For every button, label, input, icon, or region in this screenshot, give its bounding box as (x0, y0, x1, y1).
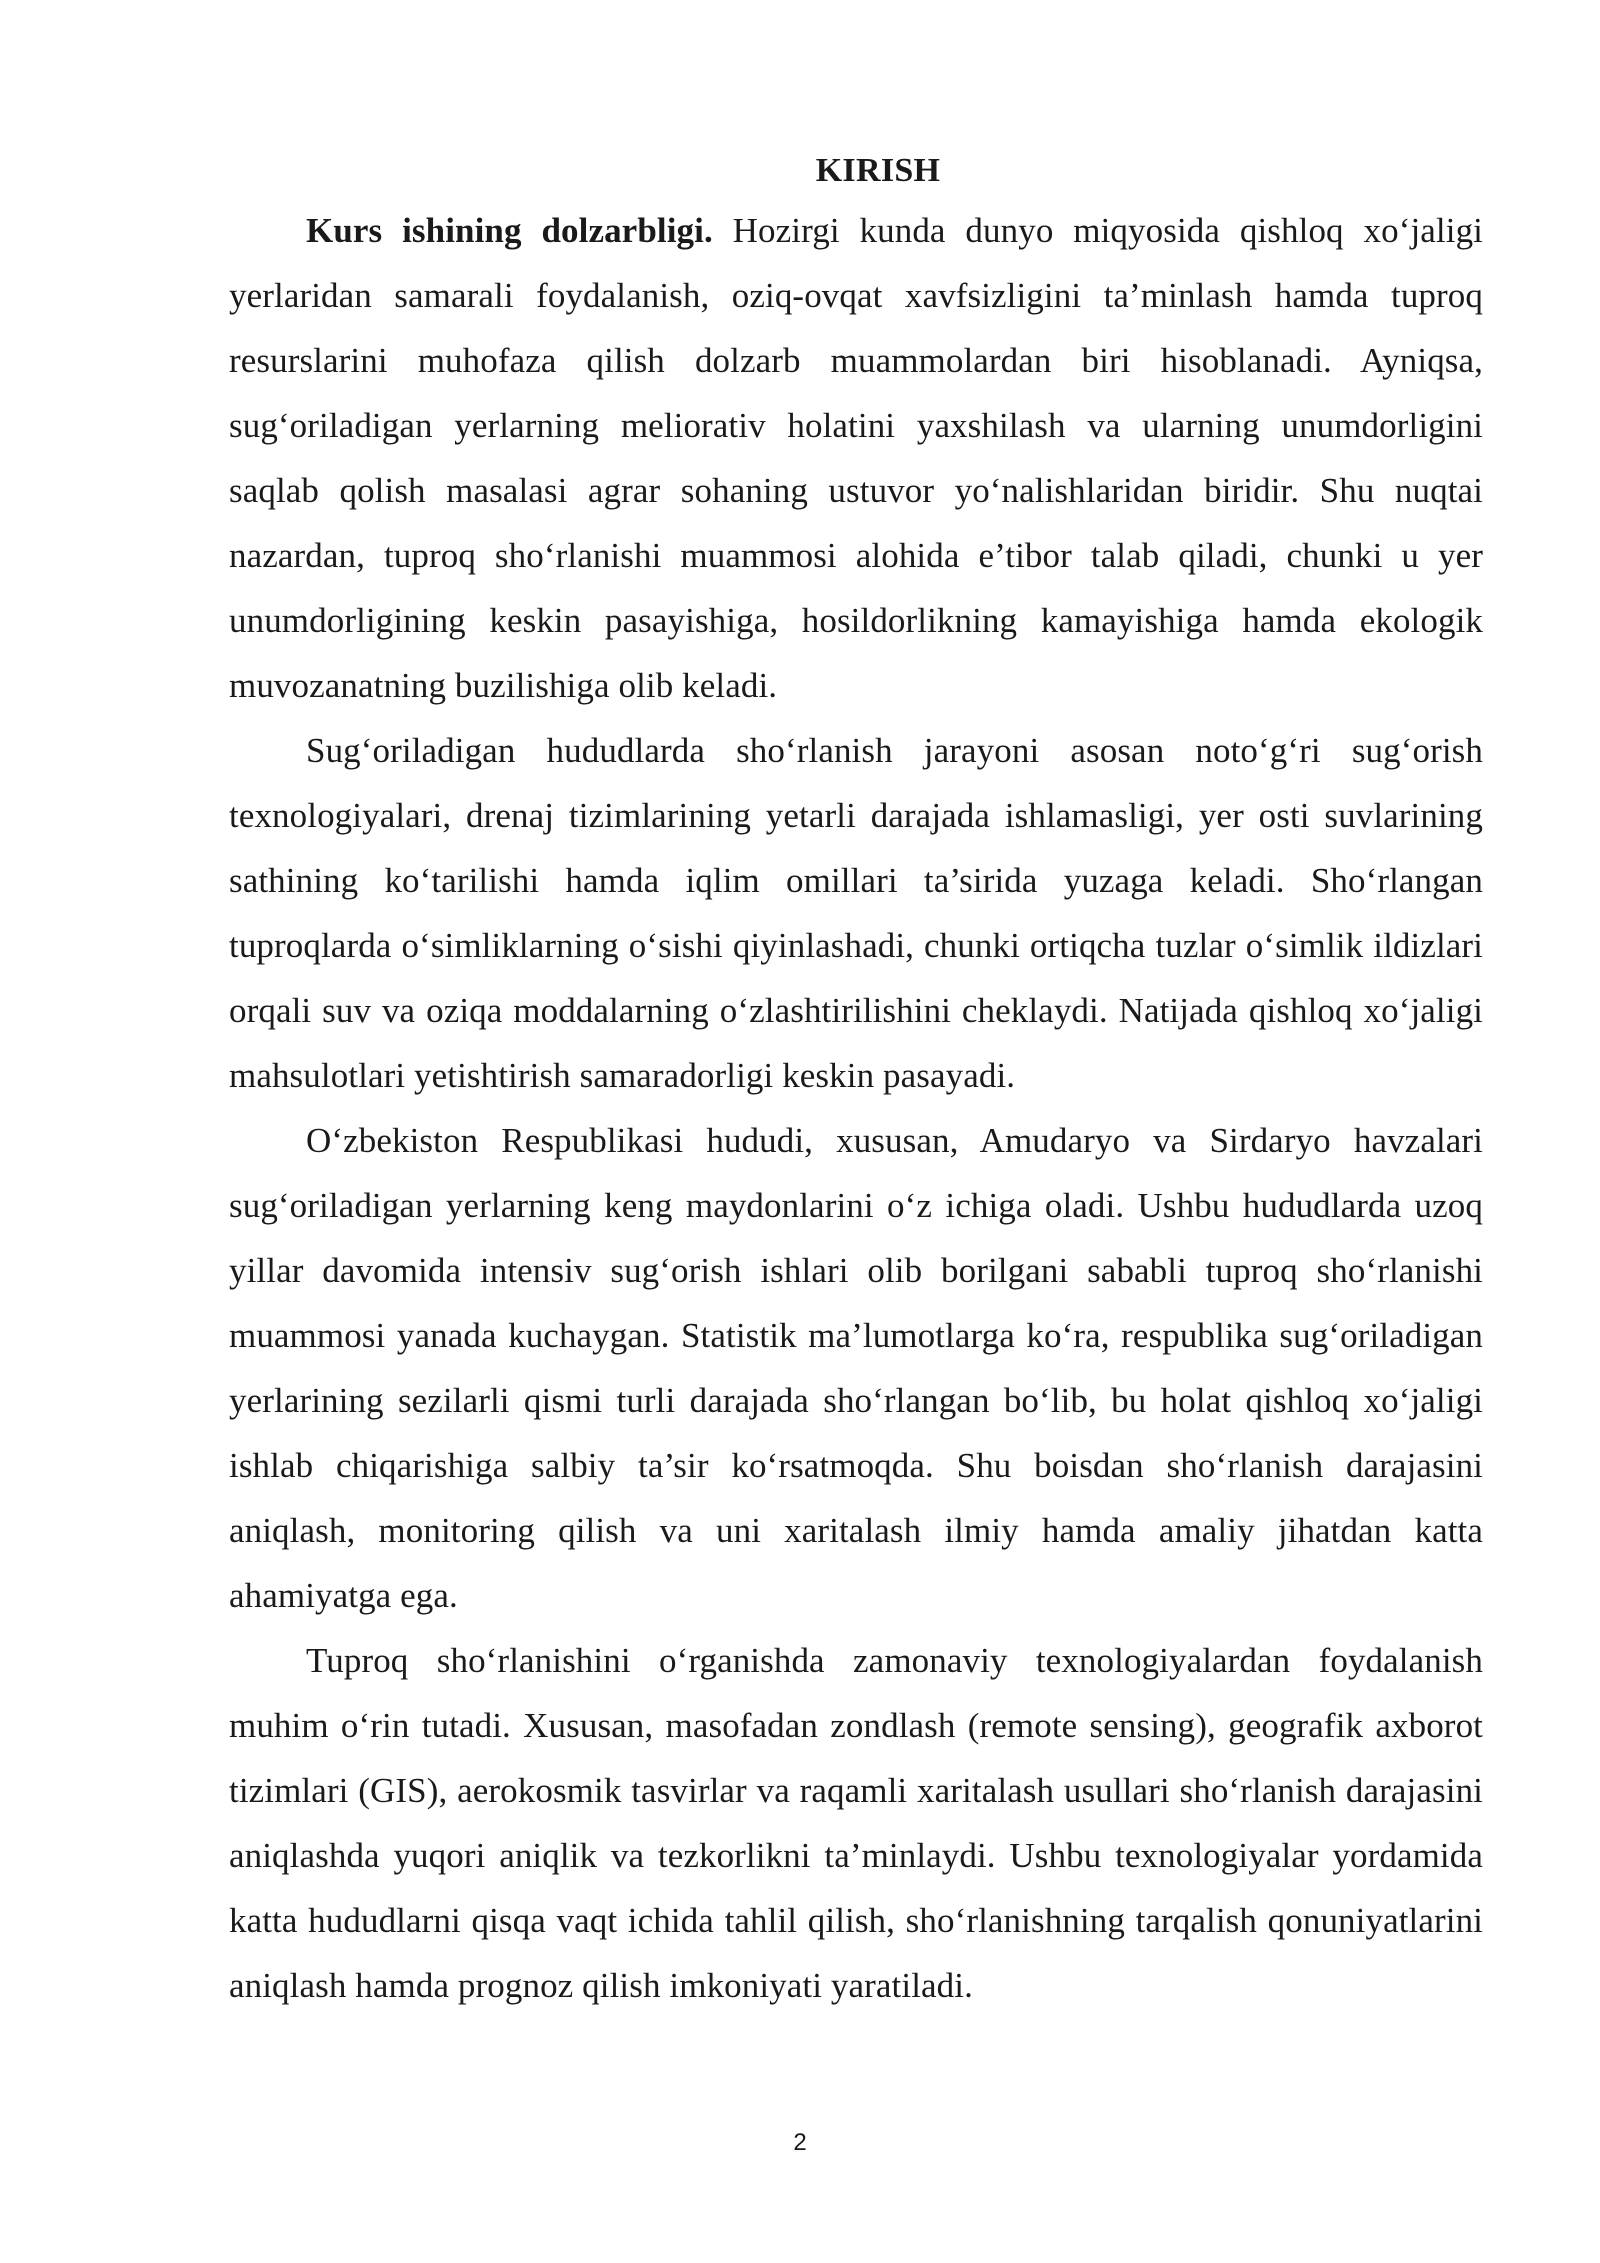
paragraph-relevance (229, 198, 1483, 718)
section-heading: KIRISH (815, 152, 941, 189)
page-content (229, 148, 1483, 2018)
paragraph-text: Hozirgi kunda dunyo miqyosida qishloq xo‘jaligi yerlaridan samarali foydalanish, oziq-ovqat xavfsizligini ta’minlash hamda tuproq resurslarini muhofaza qilish dolzarb muammolardan biri hisoblanadi. Ayniqsa, sug‘oriladigan yerlarning meliorativ holatini yaxshilash va ularning unumdorligini saqlab qolish masalasi agrar sohaning ustuvor yo‘nalishlaridan biridir. Shu nuqtai nazardan, tuproq sho‘rlanishi muammosi alohida e’tibor talab qiladi, chunki u yer unumdorligining keskin pasayishiga, hosildorlikning kamayishiga hamda ekologik muvozanatning buzilishiga olib keladi. (229, 211, 1483, 705)
paragraph-salinization-causes: Sug‘oriladigan hududlarda sho‘rlanish jarayoni asosan noto‘g‘ri sug‘orish texnologiyalari, drenaj tizimlarining yetarli darajada ishlamasligi, yer osti suvlarining sathining ko‘tarilishi hamda iqlim omillari ta’sirida yuzaga keladi. Sho‘rlangan tuproqlarda o‘simliklarning o‘sishi qiyinlashadi, chunki ortiqcha tuzlar o‘simlik ildizlari orqali suv va oziqa moddalarning o‘zlashtirilishini cheklaydi. Natijada qishloq xo‘jaligi mahsulotlari yetishtirish samaradorligi keskin pasayadi. (229, 731, 1483, 1095)
page-number: 2 (793, 2129, 807, 2156)
paragraph-uzbekistan: O‘zbekiston Respublikasi hududi, xususan, Amudaryo va Sirdaryo havzalari sug‘oriladigan yerlarning keng maydonlarini o‘z ichiga oladi. Ushbu hududlarda uzoq yillar davomida intensiv sug‘orish ishlari olib borilgani sababli tuproq sho‘rlanishi muammosi yanada kuchaygan. Statistik ma’lumotlarga ko‘ra, respublika sug‘oriladigan yerlarining sezilarli qismi turli darajada sho‘rlangan bo‘lib, bu holat qishloq xo‘jaligi ishlab chiqarishiga salbiy ta’sir ko‘rsatmoqda. Shu boisdan sho‘rlanish darajasini aniqlash, monitoring qilish va uni xaritalash ilmiy hamda amaliy jihatdan katta ahamiyatga ega. (229, 1121, 1483, 1615)
paragraph-technologies: Tuproq sho‘rlanishini o‘rganishda zamonaviy texnologiyalardan foydalanish muhim o‘rin tutadi. Xususan, masofadan zondlash (remote sensing), geografik axborot tizimlari (GIS), aerokosmik tasvirlar va raqamli xaritalash usullari sho‘rlanish darajasini aniqlashda yuqori aniqlik va tezkorlikni ta’minlaydi. Ushbu texnologiyalar yordamida katta hududlarni qisqa vaqt ichida tahlil qilish, sho‘rlanishning tarqalish qonuniyatlarini aniqlash hamda prognoz qilish imkoniyati yaratiladi. (229, 1641, 1483, 2005)
paragraph-lead-bold: Kurs ishining dolzarbligi. (306, 211, 713, 250)
